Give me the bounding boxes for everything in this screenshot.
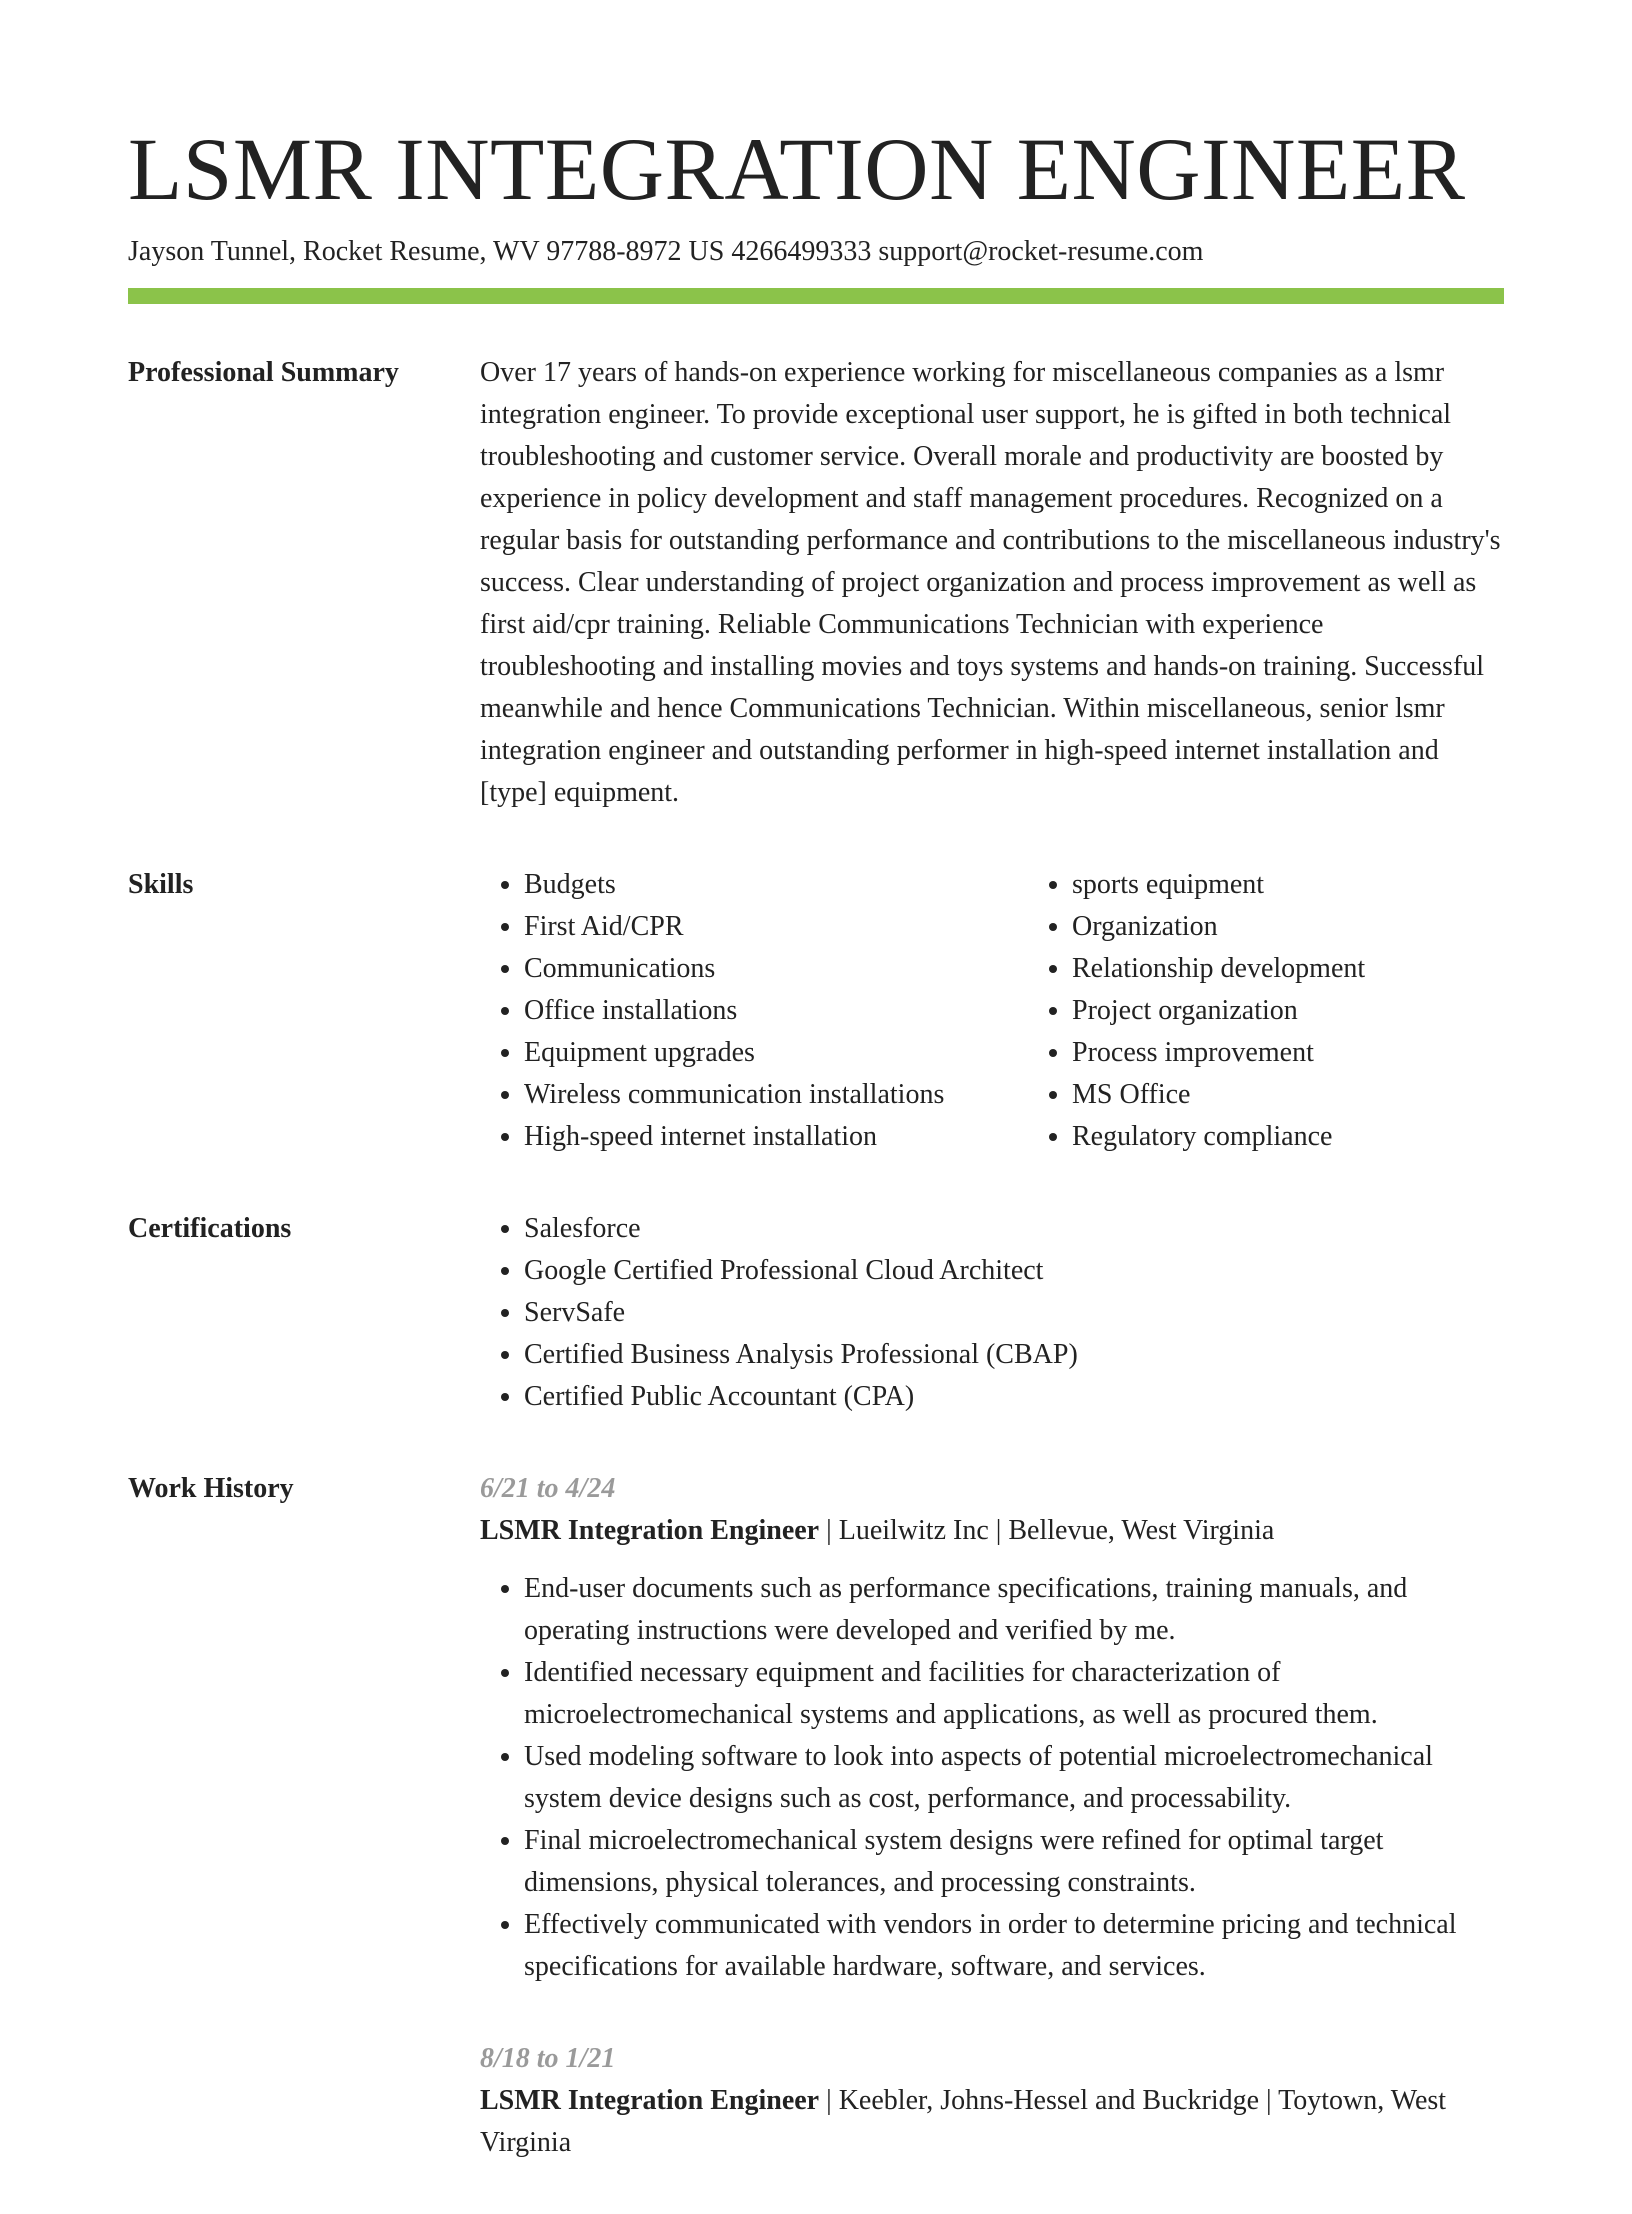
skills-list-right bbox=[1028, 864, 1532, 1158]
resume-page bbox=[128, 118, 1504, 2214]
skills-list-left bbox=[480, 864, 1028, 1158]
skill-item: • Budgets bbox=[524, 864, 1028, 906]
job-title: LSMR Integration Engineer bbox=[480, 1515, 820, 1546]
certification-item: • Certified Public Accountant (CPA) bbox=[524, 1376, 1504, 1418]
work-history-section bbox=[128, 1468, 1504, 2214]
job-details: | Keebler, Johns-Hessel and Buckridge | Toytown, West Virginia bbox=[480, 2085, 1447, 2158]
skill-item: • Communications bbox=[524, 948, 1028, 990]
skills-body bbox=[480, 864, 1532, 1158]
certification-item: • Certified Business Analysis Professional (CBAP) bbox=[524, 1334, 1504, 1376]
skill-item: • Equipment upgrades bbox=[524, 1032, 1028, 1074]
job-bullet: • End-user documents such as performance specifications, training manuals, and operating instructions were developed and verified by me. bbox=[524, 1568, 1504, 1652]
job-dates: 6/21 to 4/24 bbox=[480, 1473, 616, 1504]
skill-item: • Relationship development bbox=[1072, 948, 1532, 990]
certifications-section bbox=[128, 1208, 1504, 1418]
skill-item: • Project organization bbox=[1072, 990, 1532, 1032]
skills-section bbox=[128, 864, 1504, 1158]
skill-item: • Office installations bbox=[524, 990, 1028, 1032]
job-details: | Lueilwitz Inc | Bellevue, West Virginia bbox=[819, 1515, 1275, 1546]
skill-item: • Regulatory compliance bbox=[1072, 1116, 1532, 1158]
skill-item: • Wireless communication installations bbox=[524, 1074, 1028, 1116]
accent-divider bbox=[128, 288, 1504, 304]
job-bullets bbox=[480, 1568, 1504, 1988]
job-entry bbox=[480, 2038, 1504, 2164]
section-label-skills: Skills bbox=[128, 869, 194, 900]
job-entry bbox=[480, 1468, 1504, 1988]
skill-item: • Process improvement bbox=[1072, 1032, 1532, 1074]
resume-title: LSMR INTEGRATION ENGINEER bbox=[128, 121, 1466, 219]
contact-line: Jayson Tunnel, Rocket Resume, WV 97788-8972 US 4266499333 support@rocket-resume.com bbox=[128, 236, 1204, 267]
section-label-certifications: Certifications bbox=[128, 1213, 292, 1244]
summary-body bbox=[480, 352, 1504, 814]
job-bullet: • Effectively communicated with vendors in order to determine pricing and technical specifications for available hardware, software, and services. bbox=[524, 1904, 1504, 1988]
job-title: LSMR Integration Engineer bbox=[480, 2085, 820, 2116]
certifications-body bbox=[480, 1208, 1504, 1418]
summary-text: Over 17 years of hands-on experience working for miscellaneous companies as a lsmr integration engineer. To provide exceptional user support, he is gifted in both technical troubleshooting and customer service. Overall morale and productivity are boosted by experience in policy development and staff management procedures. Recognized on a regular basis for outstanding performance and contributions to the miscellaneous industry's success. Clear understanding of project organization and process improvement as well as first aid/cpr training. Reliable Communications Technician with experience troubleshooting and installing movies and toys systems and hands-on training. Successful meanwhile and hence Communications Technician. Within miscellaneous, senior lsmr integration engineer and outstanding performer in high-speed internet installation and [type] equipment. bbox=[480, 357, 1501, 808]
job-bullet: • Used modeling software to look into aspects of potential microelectromechanical system device designs such as cost, performance, and processability. bbox=[524, 1736, 1504, 1820]
skill-item: • High-speed internet installation bbox=[524, 1116, 1028, 1158]
job-bullet: • Identified necessary equipment and facilities for characterization of microelectromechanical systems and applications, as well as procured them. bbox=[524, 1652, 1504, 1736]
job-heading bbox=[480, 2080, 1504, 2164]
job-heading bbox=[480, 1510, 1504, 1552]
certification-item: • ServSafe bbox=[524, 1292, 1504, 1334]
skill-item: • sports equipment bbox=[1072, 864, 1532, 906]
certification-item: • Salesforce bbox=[524, 1208, 1504, 1250]
job-dates: 8/18 to 1/21 bbox=[480, 2043, 616, 2074]
skill-item: • MS Office bbox=[1072, 1074, 1532, 1116]
summary-section bbox=[128, 352, 1504, 814]
skill-item: • Organization bbox=[1072, 906, 1532, 948]
work-history-body bbox=[480, 1468, 1504, 2214]
section-label-work-history: Work History bbox=[128, 1473, 294, 1504]
section-label-summary: Professional Summary bbox=[128, 357, 399, 388]
certifications-list bbox=[480, 1208, 1504, 1418]
certification-item: • Google Certified Professional Cloud Architect bbox=[524, 1250, 1504, 1292]
job-bullet: • Final microelectromechanical system designs were refined for optimal target dimensions, physical tolerances, and processing constraints. bbox=[524, 1820, 1504, 1904]
skill-item: • First Aid/CPR bbox=[524, 906, 1028, 948]
